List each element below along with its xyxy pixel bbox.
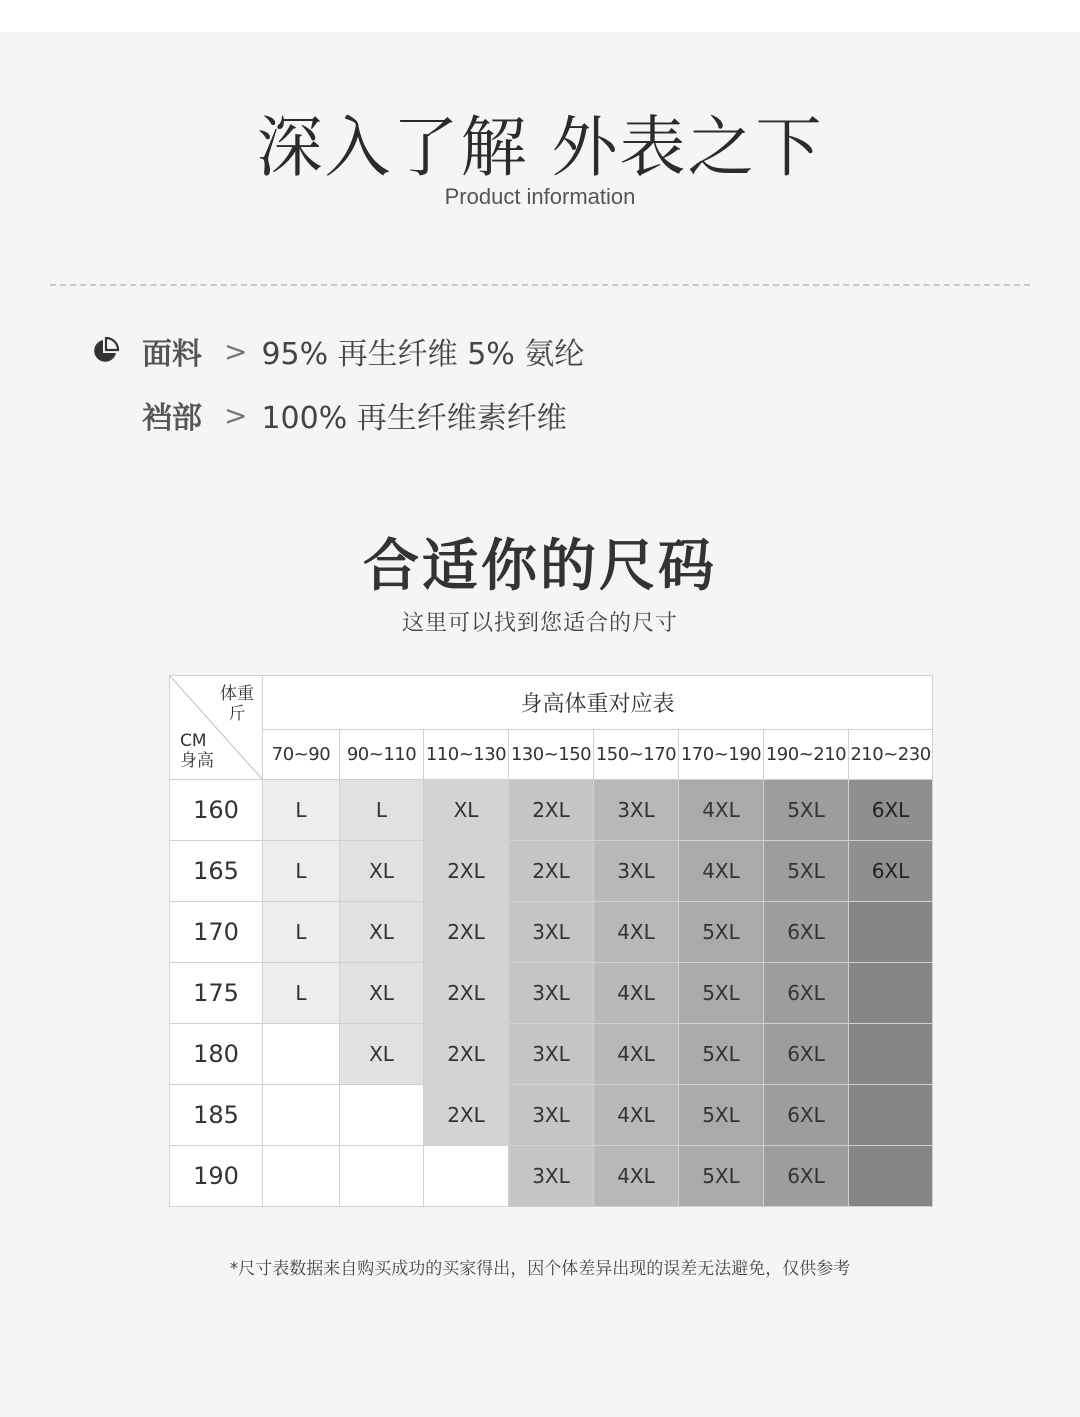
spec-value: 100% 再生纤维素纤维 [261, 401, 567, 436]
size-cell: 6XL [764, 963, 849, 1024]
size-cell [424, 1146, 509, 1207]
weight-range-header: 110~130 [424, 730, 509, 780]
weight-axis-label: 体重 斤 [220, 684, 254, 724]
size-cell: 6XL [764, 902, 849, 963]
size-cell: 2XL [424, 1024, 509, 1085]
size-chart-table [169, 675, 933, 1207]
weight-range-header: 90~110 [340, 730, 424, 780]
size-chart-footnote: *尺寸表数据来自购买成功的买家得出，因个体差异出现的误差无法避免，仅供参考 [229, 1259, 851, 1279]
size-cell [849, 1146, 933, 1207]
size-cell: 5XL [764, 841, 849, 902]
page-subtitle: Product information [444, 184, 636, 209]
size-cell: 6XL [764, 1146, 849, 1207]
spec-value: 95% 再生纤维 5% 氨纶 [261, 337, 585, 372]
weight-range-header: 210~230 [849, 730, 933, 780]
size-cell: 4XL [594, 1085, 679, 1146]
size-cell: L [263, 902, 340, 963]
size-cell: 3XL [509, 963, 594, 1024]
size-cell: L [263, 963, 340, 1024]
size-cell [263, 1085, 340, 1146]
height-cell: 165 [170, 841, 263, 902]
size-cell [849, 902, 933, 963]
weight-range-header: 130~150 [509, 730, 594, 780]
weight-range-header: 190~210 [764, 730, 849, 780]
size-cell: 2XL [424, 963, 509, 1024]
pie-chart-icon [88, 334, 122, 368]
weight-range-header: 170~190 [679, 730, 764, 780]
size-cell [849, 1085, 933, 1146]
page-title: 深入了解 外表之下 [256, 109, 824, 186]
size-cell: XL [340, 1024, 424, 1085]
size-cell [340, 1146, 424, 1207]
spec-row-crotch [88, 393, 567, 437]
weight-range-header: 150~170 [594, 730, 679, 780]
product-detail-page [0, 32, 1080, 1417]
size-cell [849, 963, 933, 1024]
size-section-subtitle: 这里可以找到您适合的尺寸 [401, 611, 678, 636]
size-cell [263, 1024, 340, 1085]
spec-row-fabric [88, 329, 584, 373]
size-cell: L [340, 780, 424, 841]
size-cell: 4XL [594, 963, 679, 1024]
size-cell: 3XL [509, 1024, 594, 1085]
height-cell: 180 [170, 1024, 263, 1085]
chevron-right-icon: > [224, 398, 248, 432]
size-cell: 4XL [679, 780, 764, 841]
size-cell: 3XL [509, 902, 594, 963]
height-cell: 160 [170, 780, 263, 841]
table-row [170, 841, 933, 902]
size-cell: 4XL [679, 841, 764, 902]
size-cell: 2XL [509, 780, 594, 841]
size-cell: 6XL [849, 841, 933, 902]
dashed-divider [50, 284, 1030, 286]
spec-label: 面料 [142, 337, 202, 372]
size-cell: 5XL [679, 1024, 764, 1085]
size-cell: 5XL [679, 902, 764, 963]
size-cell [340, 1085, 424, 1146]
size-cell: 4XL [594, 1146, 679, 1207]
size-cell: 5XL [679, 1146, 764, 1207]
size-cell: 3XL [509, 1146, 594, 1207]
size-cell: 3XL [594, 841, 679, 902]
height-cell: 185 [170, 1085, 263, 1146]
height-axis-label: CM 身高 [180, 731, 214, 771]
table-row [170, 1146, 933, 1207]
chevron-right-icon: > [224, 334, 248, 368]
size-cell: 6XL [764, 1024, 849, 1085]
table-row [170, 1085, 933, 1146]
size-cell: L [263, 780, 340, 841]
spec-label: 裆部 [142, 401, 202, 436]
size-cell: 3XL [594, 780, 679, 841]
table-row [170, 902, 933, 963]
size-cell: 4XL [594, 1024, 679, 1085]
size-cell: 2XL [424, 902, 509, 963]
size-cell: XL [340, 963, 424, 1024]
size-cell: XL [340, 902, 424, 963]
size-cell: 5XL [679, 1085, 764, 1146]
table-title: 身高体重对应表 [263, 676, 933, 730]
height-cell: 175 [170, 963, 263, 1024]
size-cell: 3XL [509, 1085, 594, 1146]
table-row [170, 1024, 933, 1085]
size-cell: XL [424, 780, 509, 841]
weight-header-row [170, 730, 933, 780]
size-cell: XL [340, 841, 424, 902]
size-cell: 5XL [764, 780, 849, 841]
weight-range-header: 70~90 [263, 730, 340, 780]
size-cell: L [263, 841, 340, 902]
size-cell: 6XL [764, 1085, 849, 1146]
height-cell: 170 [170, 902, 263, 963]
size-cell: 2XL [424, 841, 509, 902]
size-section-title: 合适你的尺码 [363, 534, 717, 599]
size-table-body [170, 780, 933, 1207]
table-row [170, 963, 933, 1024]
size-cell [849, 1024, 933, 1085]
size-cell: 2XL [509, 841, 594, 902]
size-cell [263, 1146, 340, 1207]
size-cell: 5XL [679, 963, 764, 1024]
table-corner-header [170, 676, 263, 780]
size-cell: 2XL [424, 1085, 509, 1146]
table-row [170, 780, 933, 841]
size-cell: 4XL [594, 902, 679, 963]
height-cell: 190 [170, 1146, 263, 1207]
size-cell: 6XL [849, 780, 933, 841]
